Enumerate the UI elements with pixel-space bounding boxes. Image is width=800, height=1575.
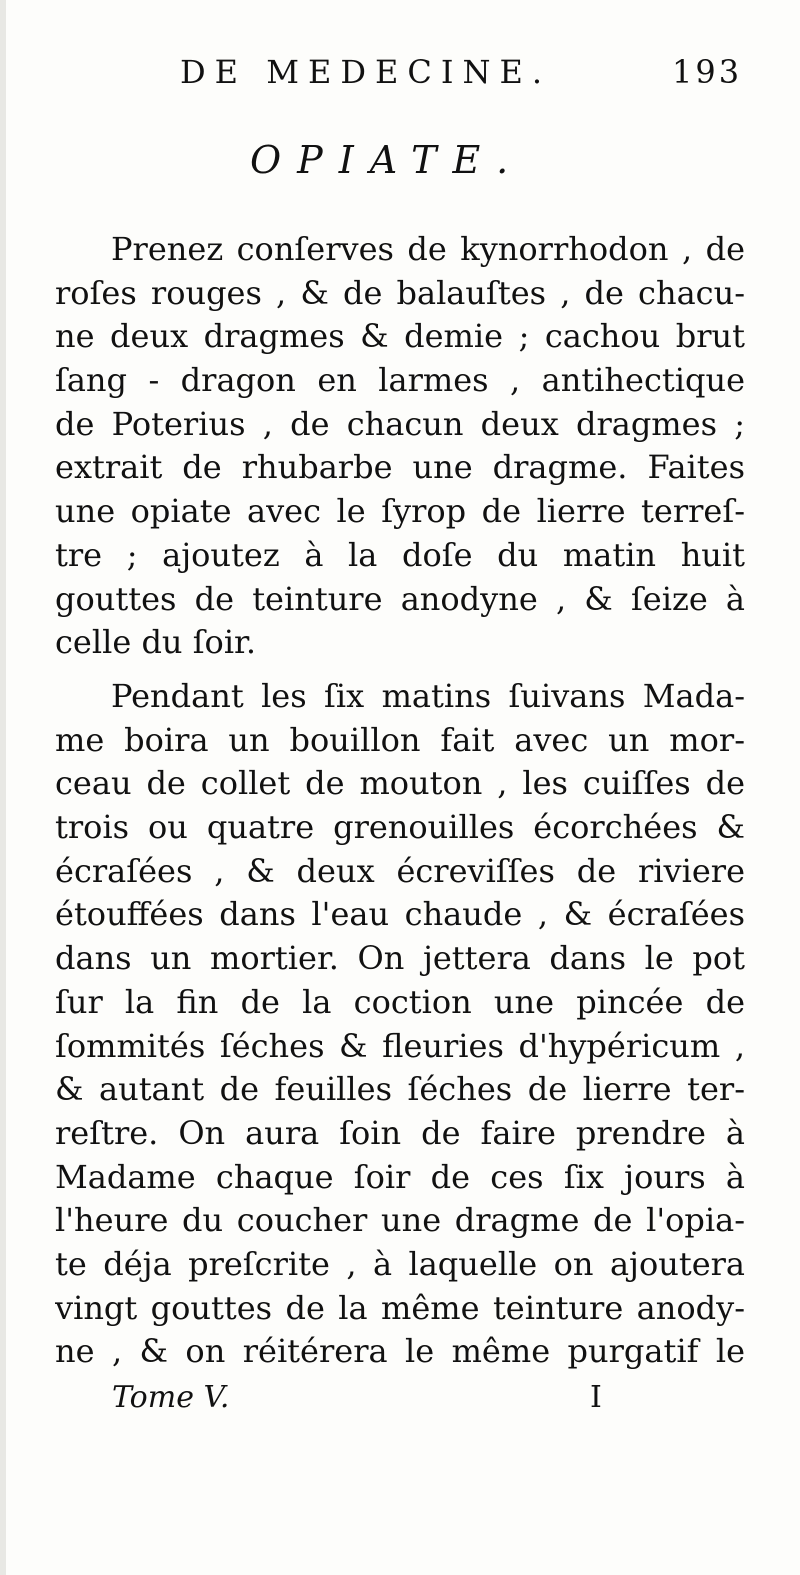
paragraph-1 bbox=[55, 228, 745, 665]
text-line: une opiate avec le ſyrop de lierre terreſ- bbox=[55, 492, 745, 531]
text-line: vingt gouttes de la même teinture anody- bbox=[55, 1288, 745, 1327]
text-line: étouffées dans l'eau chaude , & écraſées bbox=[55, 895, 745, 934]
paragraph-2 bbox=[55, 675, 745, 1374]
text-line: ne deux dragmes & demie ; cachou brut bbox=[55, 317, 745, 356]
text-line: ſang - dragon en larmes , antihectique bbox=[55, 361, 745, 400]
text-line: ne , & on réitérera le même purgatif le bbox=[55, 1332, 745, 1371]
text-line: trois ou quatre grenouilles écorchées & bbox=[55, 808, 745, 847]
section-title: OPIATE. bbox=[250, 138, 525, 182]
text-line: Pendant les ſix matins ſuivans Mada- bbox=[111, 677, 745, 715]
text-line: & autant de feuilles ſéches de lierre ter- bbox=[55, 1070, 745, 1109]
text-line: Madame chaque ſoir de ces ſix jours à bbox=[55, 1157, 745, 1196]
text-line: me boira un bouillon fait avec un mor- bbox=[55, 720, 745, 759]
signature-mark: I bbox=[590, 1380, 602, 1415]
text-line: l'heure du coucher une dragme de l'opia- bbox=[55, 1201, 745, 1240]
volume-mark: Tome V. bbox=[112, 1380, 230, 1415]
text-line: ſommités ſéches & fleuries d'hypéricum , bbox=[55, 1026, 745, 1065]
text-line: ſur la fin de la coction une pincée de bbox=[55, 982, 745, 1021]
page-number: 193 bbox=[672, 53, 743, 91]
text-line: te déja preſcrite , à laquelle on ajoutera bbox=[55, 1244, 745, 1283]
text-line: extrait de rhubarbe une dragme. Faites bbox=[55, 448, 745, 487]
text-line: écraſées , & deux écreviſſes de riviere bbox=[55, 851, 745, 890]
text-line: Prenez conſerves de kynorrhodon , de bbox=[111, 230, 745, 268]
text-line: reſtre. On aura ſoin de faire prendre à bbox=[55, 1113, 745, 1152]
text-line: ceau de collet de mouton , les cuiſſes de bbox=[55, 764, 745, 803]
text-line: dans un mortier. On jettera dans le pot bbox=[55, 939, 745, 978]
running-title: DE MEDECINE. bbox=[180, 53, 551, 91]
text-line: tre ; ajoutez à la doſe du matin huit bbox=[55, 535, 745, 574]
text-line: roſes rouges , & de balauſtes , de chacu- bbox=[55, 273, 745, 312]
text-line: gouttes de teinture anodyne , & ſeize à bbox=[55, 579, 745, 618]
text-line: celle du ſoir. bbox=[55, 623, 256, 662]
text-line: de Poterius , de chacun deux dragmes ; bbox=[55, 404, 745, 443]
